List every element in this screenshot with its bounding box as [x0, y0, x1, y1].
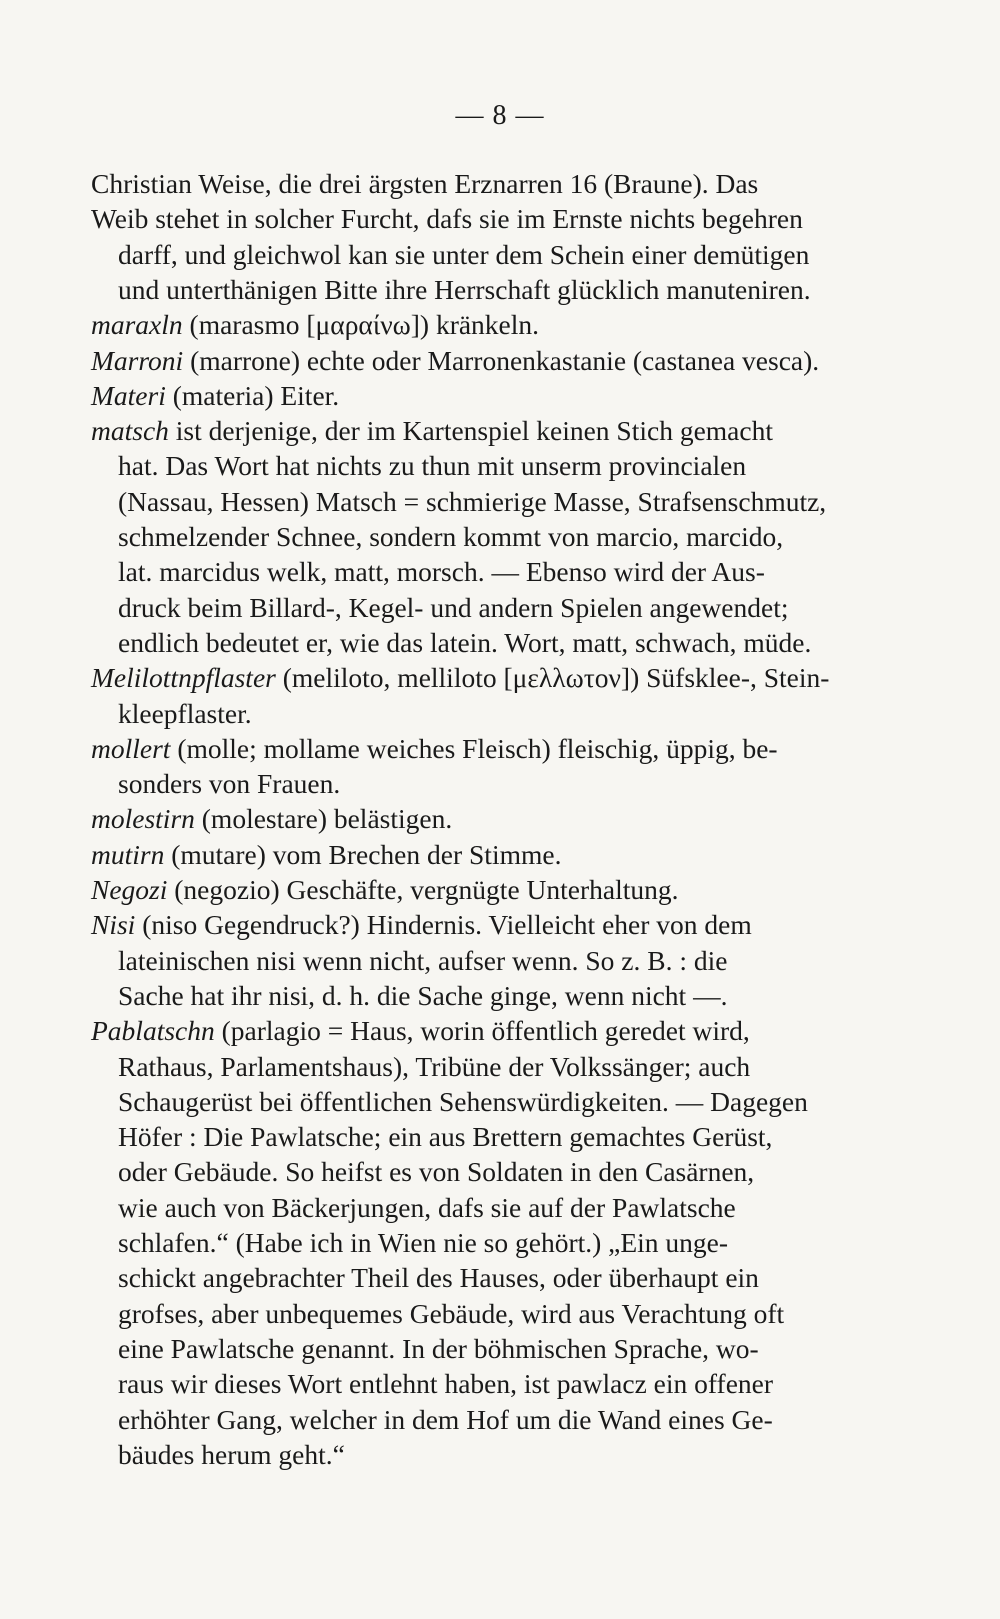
- text-line-content: [118, 978, 727, 1014]
- text-line-content: [118, 484, 826, 520]
- entry-text: (mutare) vom Brechen der Stimme.: [164, 838, 562, 870]
- text-line-content: [91, 343, 819, 379]
- entry-headword: Materi: [91, 379, 166, 411]
- text-line-content: [118, 766, 340, 802]
- text-line-content: [91, 307, 539, 343]
- text-line: [0, 943, 1000, 979]
- text-line: [0, 907, 1000, 943]
- entry-text: druck beim Billard-, Kegel- und andern Spielen angewendet;: [118, 591, 789, 623]
- text-line-content: [91, 1013, 750, 1049]
- text-line-content: [91, 837, 561, 873]
- text-line-content: [118, 272, 811, 308]
- entry-headword: Negozi: [91, 874, 168, 905]
- entry-text: lat. marcidus welk, matt, morsch. — Ebenso wird der Aus-: [118, 556, 765, 588]
- text-line-content: [118, 554, 765, 590]
- entry-text: Höfer : Die Pawlatsche; ein aus Brettern gemachtes Gerüst,: [118, 1121, 773, 1153]
- text-line-content: [91, 731, 778, 767]
- text-line: [0, 731, 1000, 767]
- text-line: [0, 625, 1000, 661]
- text-line-content: [118, 1437, 345, 1473]
- text-line-content: [118, 943, 727, 979]
- text-line: [0, 1260, 1000, 1296]
- text-line: [0, 484, 1000, 520]
- text-line: [0, 978, 1000, 1014]
- entry-text: schickt angebrachter Theil des Hauses, oder überhaupt ein: [118, 1262, 759, 1294]
- text-line-content: [118, 1296, 784, 1332]
- text-line: [0, 1154, 1000, 1190]
- entry-text: (parlagio = Haus, worin öffentlich geredet wird,: [214, 1015, 750, 1047]
- text-line-content: [91, 907, 752, 943]
- text-line: [0, 378, 1000, 414]
- entry-text: (niso Gegendruck?) Hindernis. Vielleicht eher von dem: [135, 909, 752, 941]
- entry-headword: Melilottnpflaster: [91, 662, 276, 694]
- entry-text: und unterthänigen Bitte ihre Herrschaft glücklich manuteniren.: [118, 273, 811, 305]
- text-line-content: [118, 237, 809, 273]
- entry-headword: Nisi: [91, 909, 136, 941]
- entry-text: (molle; mollame weiches Fleisch) fleischig, üppig, be-: [170, 732, 778, 764]
- text-line-content: [118, 1084, 808, 1120]
- text-line-content: [118, 1049, 750, 1085]
- entry-text: (marrone) echte oder Marronenkastanie (castanea vesca).: [183, 344, 820, 376]
- entry-text: Rathaus, Parlamentshaus), Tribüne der Volkssänger; auch: [118, 1050, 751, 1082]
- text-line: [0, 1225, 1000, 1261]
- text-line-content: [118, 519, 783, 555]
- entry-text: raus wir dieses Wort entlehnt haben, ist pawlacz ein offener: [118, 1368, 774, 1400]
- text-line: [0, 872, 1000, 908]
- entry-text: schmelzender Schnee, sondern kommt von marcio, marcido,: [118, 521, 784, 552]
- entry-text: (molestare) belästigen.: [194, 803, 453, 835]
- text-line: [0, 519, 1000, 555]
- entry-headword: maraxln: [91, 309, 183, 341]
- text-line-content: [91, 378, 339, 414]
- text-line-content: [118, 696, 252, 732]
- text-line-content: [118, 1119, 772, 1155]
- text-line: [0, 660, 1000, 696]
- entry-text: bäudes herum geht.“: [118, 1438, 345, 1470]
- text-line-content: [118, 1331, 759, 1367]
- text-line-content: [91, 201, 803, 237]
- entry-text: ist derjenige, der im Kartenspiel keinen Stich gemacht: [168, 415, 773, 447]
- text-line: [0, 307, 1000, 343]
- text-line: [0, 1013, 1000, 1049]
- text-line-content: [91, 660, 829, 696]
- entry-text: Sache hat ihr nisi, d. h. die Sache ginge, wenn nicht —.: [118, 979, 728, 1011]
- entry-text: endlich bedeutet er, wie das latein. Wort, matt, schwach, müde.: [118, 626, 812, 658]
- entry-headword: mollert: [91, 732, 171, 764]
- entry-headword: Marroni: [91, 344, 184, 376]
- text-line-content: [118, 1154, 754, 1190]
- text-line: [0, 1190, 1000, 1226]
- text-line-content: [118, 1190, 736, 1226]
- entry-text: kleepflaster.: [118, 697, 252, 729]
- text-line: [0, 1402, 1000, 1438]
- entry-text: eine Pawlatsche genannt. In der böhmischen Sprache, wo-: [118, 1332, 759, 1364]
- text-line-content: [118, 1260, 759, 1296]
- text-line: [0, 801, 1000, 837]
- text-line-content: [118, 1225, 728, 1261]
- entry-text: (marasmo [μαραίνω]) kränkeln.: [182, 309, 540, 341]
- text-line: [0, 554, 1000, 590]
- text-line-content: [118, 1366, 773, 1402]
- text-line-content: [91, 413, 773, 449]
- entry-headword: molestirn: [91, 803, 195, 835]
- text-line: [0, 201, 1000, 237]
- page-number: — 8 —: [455, 100, 545, 131]
- entry-text: lateinischen nisi wenn nicht, aufser wenn. So z. B. : die: [118, 944, 728, 976]
- text-line-content: [118, 448, 746, 484]
- entry-text: Christian Weise, die drei ärgsten Erznarren 16 (Braune). Das: [91, 168, 759, 199]
- entry-text: oder Gebäude. So heifst es von Soldaten in den Casärnen,: [118, 1156, 755, 1188]
- entry-text: darff, und gleichwol kan sie unter dem Schein einer demütigen: [118, 238, 810, 270]
- text-line: [0, 1084, 1000, 1120]
- entry-headword: matsch: [91, 415, 169, 447]
- text-line-content: [91, 801, 452, 837]
- text-line: [0, 343, 1000, 379]
- entry-headword: mutirn: [91, 838, 165, 870]
- entry-text: hat. Das Wort hat nichts zu thun mit unserm provincialen: [118, 450, 747, 482]
- entry-text: (negozio) Geschäfte, vergnügte Unterhaltung.: [167, 874, 679, 905]
- text-line: [0, 590, 1000, 626]
- text-line: [0, 1331, 1000, 1367]
- text-line: [0, 1119, 1000, 1155]
- text-line: [0, 1366, 1000, 1402]
- entry-text: (meliloto, melliloto [μελλωτον]) Süfsklee-, Stein-: [275, 662, 830, 694]
- text-line: [0, 696, 1000, 732]
- text-line: [0, 166, 1000, 202]
- text-line: [0, 413, 1000, 449]
- text-line: [0, 237, 1000, 273]
- text-line-content: [118, 625, 811, 661]
- entry-text: Weib stehet in solcher Furcht, dafs sie im Ernste nichts begehren: [91, 203, 803, 235]
- text-line: [0, 1437, 1000, 1473]
- text-line: [0, 837, 1000, 873]
- text-line-content: [91, 872, 679, 908]
- entry-text: Schaugerüst bei öffentlichen Sehenswürdigkeiten. — Dagegen: [118, 1085, 808, 1117]
- text-line: [0, 448, 1000, 484]
- entry-text: grofses, aber unbequemes Gebäude, wird aus Verachtung oft: [118, 1297, 785, 1329]
- entry-headword: Pablatschn: [91, 1015, 215, 1047]
- entry-text: schlafen.“ (Habe ich in Wien nie so gehört.) „Ein unge-: [118, 1227, 729, 1258]
- entry-text: (Nassau, Hessen) Matsch = schmierige Masse, Strafsenschmutz,: [118, 485, 827, 517]
- text-line: [0, 272, 1000, 308]
- entry-text: sonders von Frauen.: [118, 768, 341, 800]
- text-line: [0, 1049, 1000, 1085]
- text-line-content: [118, 1402, 773, 1438]
- text-line: [0, 766, 1000, 802]
- entry-text: (materia) Eiter.: [165, 379, 340, 411]
- entry-text: wie auch von Bäckerjungen, dafs sie auf der Pawlatsche: [118, 1191, 736, 1223]
- text-line: [0, 1296, 1000, 1332]
- text-line-content: [91, 166, 758, 202]
- text-line-content: [118, 590, 788, 626]
- entry-text: erhöhter Gang, welcher in dem Hof um die Wand eines Ge-: [118, 1403, 773, 1435]
